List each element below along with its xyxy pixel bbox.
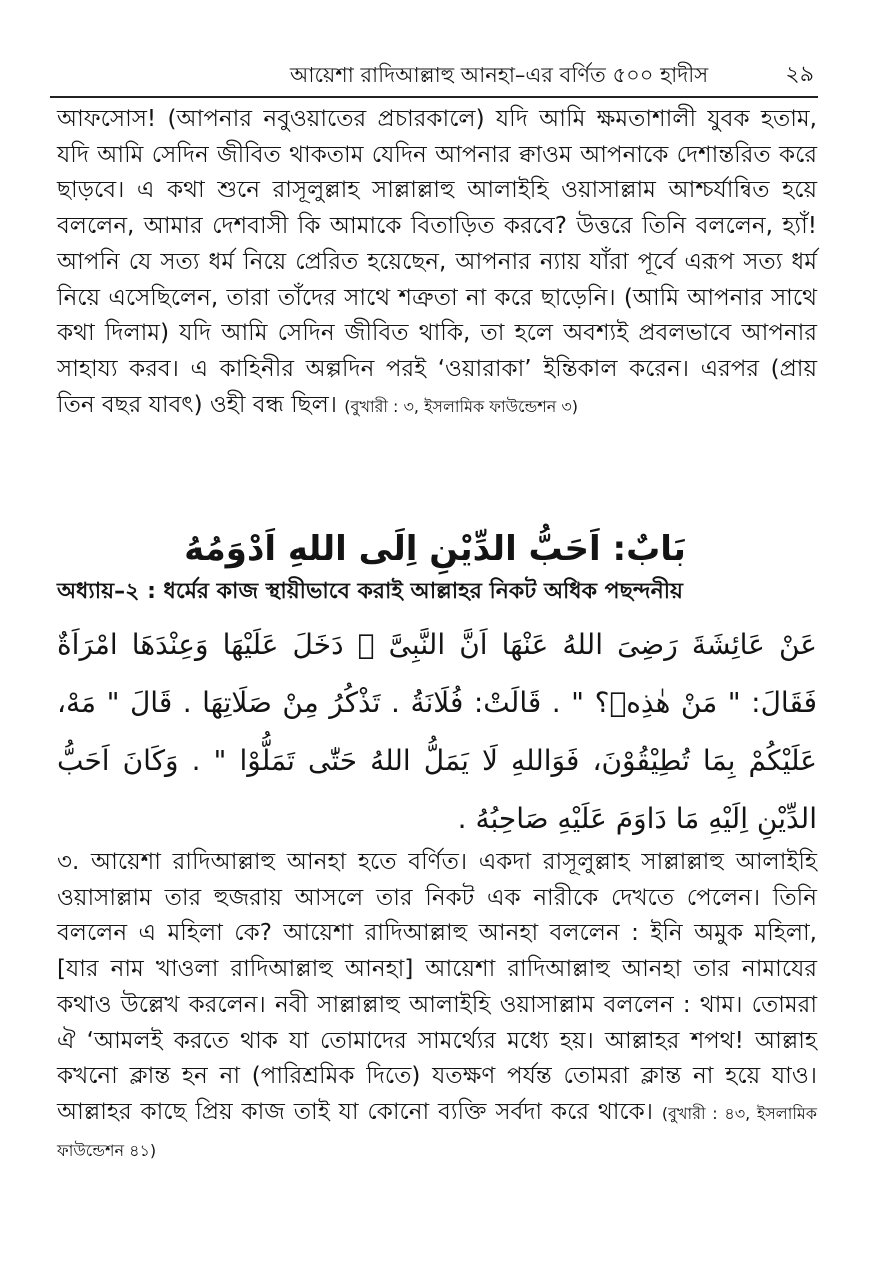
header-title: আয়েশা রাদিআল্লাহু আনহা–এর বর্ণিত ৫০০ হাদীস xyxy=(290,63,709,87)
hadith-translation xyxy=(57,845,817,1168)
citation: (বুখারী : ৪৩, ইসলামিক ফাউন্ডেশন ৪১) xyxy=(57,1103,817,1160)
hadith-arabic-text: عَنْ عَائِشَةَ رَضِىَ اللهُ عَنْهَا اَنَّ النَّبِىَّ ﷺ دَخَلَ عَلَيْهَا وَعِنْدَهَا امْرَاَةٌ فَقَالَ: " مَنْ هٰذِهٖ؟ " . قَالَتْ: فُلَانَةُ . تَذْكُرُ مِنْ صَلَاتِهَا . قَالَ " مَهْ، عَلَيْكُمْ بِمَا تُطِيْقُوْنَ، فَوَاللهِ لَا يَمَلُّ اللهُ حَتّٰى تَمَلُّوْا " . وَكَانَ اَحَبُّ الدِّيْنِ اِلَيْهِ مَا دَاوَمَ عَلَيْهِ صَاحِبُهُ . xyxy=(57,628,817,835)
header-rule xyxy=(50,96,818,98)
translation-text: ৩. আয়েশা রাদিআল্লাহু আনহা হতে বর্ণিত। একদা রাসূলুল্লাহ সাল্লাল্লাহু আলাইহি ওয়াসাল্লাম তার হুজরায় আসলে তার নিকট এক নারীকে দেখতে পেলেন। তিনি বললেন এ মহিলা কে? আয়েশা রাদিআল্লাহু আনহা বললেন : ইনি অমুক মহিলা, [যার নাম খাওলা রাদিআল্লাহু আনহা] আয়েশা রাদিআল্লাহু আনহা তার নামাযের কথাও উল্লেখ করলেন। নবী সাল্লাল্লাহু আলাইহি ওয়াসাল্লাম বললেন : থাম। তোমরা ঐ ‘আমলই করতে থাক যা তোমাদের সামর্থ্যের মধ্যে হয়। আল্লাহর শপথ! আল্লাহ কখনো ক্লান্ত হন না (পারিশ্রমিক দিতে) যতক্ষণ পর্যন্ত তোমরা ক্লান্ত না হয়ে যাও। আল্লাহর কাছে প্রিয় কাজ তাই যা কোনো ব্যক্তি সর্বদা করে থাকে। xyxy=(57,849,817,1125)
chapter-title-arabic: بَابٌ: اَحَبُّ الدِّيْنِ اِلَى اللهِ اَدْوَمُهُ xyxy=(184,529,686,569)
paragraph-text: আফসোস! (আপনার নবুওয়াতের প্রচারকালে) যদি আমি ক্ষমতাশালী যুবক হতাম, যদি আমি সেদিন জীবিত থাকতাম যেদিন আপনার ক্বাওম আপনাকে দেশান্তরিত করে ছাড়বে। এ কথা শুনে রাসূলুল্লাহ সাল্লাল্লাহু আলাইহি ওয়াসাল্লাম আশ্চর্যান্বিত হয়ে বললেন, আমার দেশবাসী কি আমাকে বিতাড়িত করবে? উত্তরে তিনি বললেন, হ্যাঁ! আপনি যে সত্য ধর্ম নিয়ে প্রেরিত হয়েছেন, আপনার ন্যায় যাঁরা পূর্বে এরূপ সত্য ধর্ম নিয়ে এসেছিলেন, তারা তাঁদের সাথে শত্রুতা না করে ছাড়েনি। (আমি আপনার সাথে কথা দিলাম) যদি আমি সেদিন জীবিত থাকি, তা হলে অবশ্যই প্রবলভাবে আপনার সাহায্য করব। এ কাহিনীর অল্পদিন পরই ‘ওয়ারাকা’ ইন্তিকাল করেন। এরপর (প্রায় তিন বছর যাবৎ) ওহী বন্ধ ছিল। xyxy=(57,106,817,418)
page-number: ২৯ xyxy=(785,62,814,87)
chapter-title-bangla: অধ্যায়–২ : ধর্মের কাজ স্থায়ীভাবে করাই আল্লাহর নিকট অধিক পছন্দনীয় xyxy=(57,579,683,604)
running-header xyxy=(0,58,870,92)
citation: (বুখারী : ৩, ইসলামিক ফাউন্ডেশন ৩) xyxy=(344,396,579,416)
paragraph-continued xyxy=(57,102,817,424)
